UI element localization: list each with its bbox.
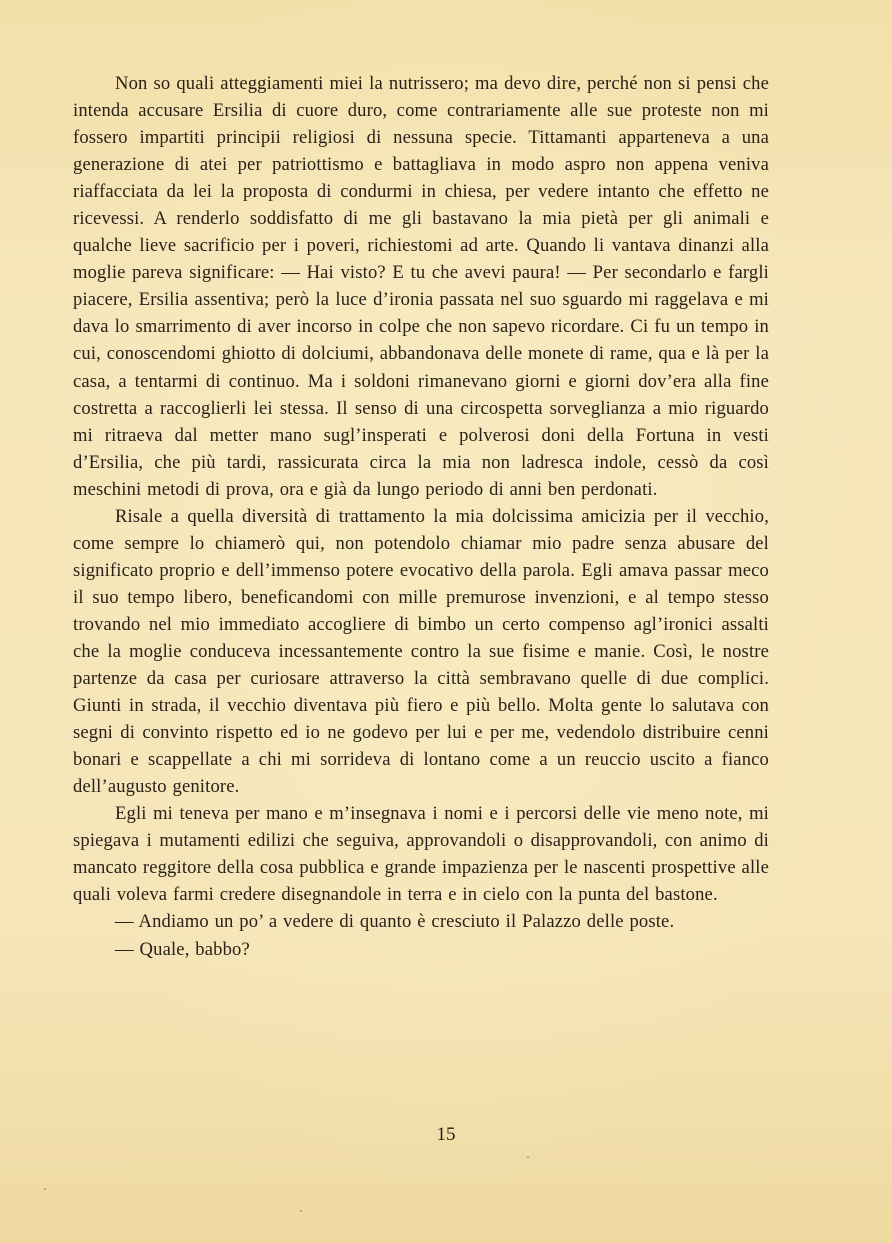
dialogue-line-1: — Andiamo un po’ a vedere di quanto è cresciuto il Palazzo delle poste.	[115, 911, 675, 933]
paper-speck	[527, 1156, 529, 1158]
paragraph-3: Egli mi teneva per mano e m’insegnava i nomi e i percorsi delle vie meno note, mi spiegava i mutamenti edilizi che seguiva, approvandoli o disapprovandoli, con animo di mancato reggitore della cosa pubblica e grande impazienza per le nascenti prospettive alle quali voleva farmi credere disegnandole in terra e in cielo con la punta del bastone.	[73, 803, 769, 906]
page-number: 15	[436, 1124, 456, 1145]
paragraph-1: Non so quali atteggiamenti miei la nutrissero; ma devo dire, perché non si pensi che intenda accusare Ersilia di cuore duro, come contrariamente alle sue proteste non mi fossero impartiti principii religiosi di nessuna specie. Tittamanti apparteneva a una generazione di atei per patriottismo e battagliava in modo aspro non appena veniva riaffacciata da lei la proposta di condurmi in chiesa, per vedere intanto che effetto ne ricevessi. A renderlo soddisfatto di me gli bastavano la mia pietà per gli animali e qualche lieve sacrificio per i poveri, richiestomi ad arte. Quando li vantava dinanzi alla moglie pareva significare: — Hai visto? E tu che avevi paura! — Per secondarlo e fargli piacere, Ersilia assentiva; però la luce d’ironia passata nel suo sguardo mi raggelava e mi dava lo smarrimento di aver incorso in colpe che non sapevo ricordare. Ci fu un tempo in cui, conoscendomi ghiotto di dolciumi, abbandonava delle monete di rame, qua e là per la casa, a tentarmi di continuo. Ma i soldoni rimanevano giorni e giorni dov’era alla fine costretta a raccoglierli lei stessa. Il senso di una circospetta sorveglianza a mio riguardo mi ritraeva dal metter mano sugl’insperati e polverosi doni della Fortuna in vesti d’Ersilia, che più tardi, rassicurata circa la mia non ladresca indole, cessò da così meschini metodi di prova, ora e già da lungo periodo di anni ben perdonati.	[73, 73, 769, 500]
paragraph-2: Risale a quella diversità di trattamento la mia dolcissima amicizia per il vecchio, come sempre lo chiamerò qui, non potendolo chiamar mio padre senza abusare del significato proprio e dell’immenso potere evocativo della parola. Egli amava passar meco il suo tempo libero, beneficandomi con mille premurose invenzioni, e al tempo stesso trovando nel mio immediato accogliere di bimbo un certo compenso agl’ironici assalti che la moglie conduceva incessantemente contro la sue fisime e manie. Così, le nostre partenze da casa per curiosare attraverso la città sembravano quelle di due complici. Giunti in strada, il vecchio diventava più fiero e più bello. Molta gente lo salutava con segni di convinto rispetto ed io ne godevo per lui e per me, vedendolo distribuire cenni bonari e scappellate a chi mi sorrideva di lontano come a un reuccio uscito a fianco dell’augusto genitore.	[73, 505, 769, 798]
paper-speck	[44, 1188, 46, 1190]
body-text	[73, 70, 769, 963]
dialogue-line-2: — Quale, babbo?	[115, 938, 250, 960]
paper-speck	[300, 1210, 302, 1212]
